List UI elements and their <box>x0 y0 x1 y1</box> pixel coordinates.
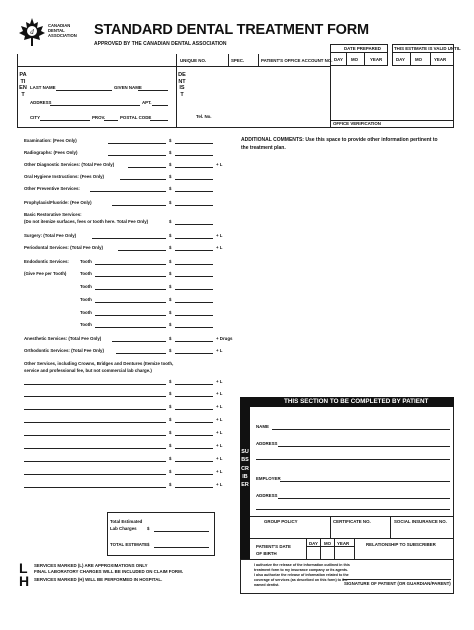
svg-text:d: d <box>30 28 34 36</box>
currency-sign: $ <box>147 542 150 547</box>
signature-field[interactable] <box>343 570 451 578</box>
dob-label: PATIENT'S DATE <box>256 544 291 549</box>
service-oral-hygiene-label: Oral Hygiene Instructions: (Fees Only) <box>24 174 105 179</box>
patient-section-title: THIS SECTION TO BE COMPLETED BY PATIENT <box>284 398 429 405</box>
lab-suffix: + L <box>216 379 223 384</box>
estimated-lab-sub-label: Lab Charges <box>110 526 137 531</box>
legend-l-letter: L <box>19 560 28 576</box>
certificate-no-label: CERTIFICATE NO. <box>333 519 371 524</box>
currency-sign: $ <box>169 297 172 302</box>
currency-sign: $ <box>169 404 172 409</box>
currency-sign: $ <box>169 482 172 487</box>
relationship-label: RELATIONSHIP TO SUBSCRIBER <box>366 542 436 547</box>
account-no-label: PATIENT'S OFFICE ACCOUNT NO. <box>261 58 333 63</box>
form-subtitle: APPROVED BY THE CANADIAN DENTAL ASSOCIATION <box>94 41 227 47</box>
valid-mo-label: MO <box>415 57 423 62</box>
dob-year-label: YEAR <box>337 541 350 546</box>
auth-text-3: I also authorize the release of information related to the <box>254 573 349 577</box>
lab-suffix: + L <box>216 417 223 422</box>
logo-text: CANADIAN DENTAL ASSOCIATION <box>48 23 77 38</box>
currency-sign: $ <box>169 138 172 143</box>
lab-suffix: + L <box>216 404 223 409</box>
lab-suffix: + L <box>216 162 223 167</box>
subscriber-side-label: SUBSCRIBER <box>241 449 249 489</box>
currency-sign: $ <box>169 271 172 276</box>
currency-sign: $ <box>169 310 172 315</box>
tel-no-label: Tel. No. <box>196 114 212 119</box>
tooth-label: Tooth <box>80 259 92 264</box>
last-name-label: LAST NAME <box>30 85 56 90</box>
signature-label: SIGNATURE OF PATIENT (OR GUARDIAN/PARENT) <box>344 581 451 586</box>
service-anesthetic-label: Anesthetic Services: (Total Fee Only) <box>24 336 102 341</box>
lab-suffix: + L <box>216 348 223 353</box>
subscriber-address-label: ADDRESS <box>256 441 278 446</box>
currency-sign: $ <box>147 526 150 531</box>
service-other-diagnostic-label: Other Diagnostic Services: (Total Fee Only) <box>24 162 115 167</box>
employer-address-label: ADDRESS <box>256 493 278 498</box>
prepared-day-label: DAY <box>334 57 343 62</box>
currency-sign: $ <box>169 162 172 167</box>
comments-label: ADDITIONAL COMMENTS: Use this space to provide other information pertinent to <box>241 137 438 143</box>
currency-sign: $ <box>169 417 172 422</box>
cda-logo <box>18 17 78 49</box>
legend-l-line1: SERVICES MARKED (L) ARE APPROXIMATIONS ONLY <box>34 563 148 568</box>
legend-h-line: SERVICES MARKED (H) WILL BE PERFORMED IN HOSPITAL. <box>34 577 163 582</box>
currency-sign: $ <box>169 200 172 205</box>
currency-sign: $ <box>169 469 172 474</box>
service-radiographs-label: Radiographs: (Fees Only) <box>24 150 78 155</box>
group-policy-field[interactable] <box>252 527 328 536</box>
currency-sign: $ <box>169 336 172 341</box>
currency-sign: $ <box>169 150 172 155</box>
currency-sign: $ <box>169 456 172 461</box>
city-label: CITY <box>30 115 41 120</box>
subscriber-name-label: NAME <box>256 424 269 429</box>
currency-sign: $ <box>169 284 172 289</box>
service-endodontic-label: Endodontic Services: <box>24 259 69 264</box>
legend-h-letter: H <box>19 573 30 589</box>
currency-sign: $ <box>169 245 172 250</box>
currency-sign: $ <box>169 391 172 396</box>
currency-sign: $ <box>169 233 172 238</box>
service-surgery-label: Surgery: (Total Fee Only) <box>24 233 77 238</box>
currency-sign: $ <box>169 259 172 264</box>
comments-field[interactable] <box>241 155 454 385</box>
sin-field[interactable] <box>392 527 452 536</box>
tooth-label: Tooth <box>80 310 92 315</box>
relationship-field[interactable] <box>358 550 452 558</box>
lab-suffix: + L <box>216 391 223 396</box>
service-endodontic-note: (Give Fee per Tooth) <box>24 271 67 276</box>
date-prepared-label: DATE PREPARED <box>344 46 381 51</box>
lab-suffix: + L <box>216 469 223 474</box>
tooth-label: Tooth <box>80 322 92 327</box>
tooth-label: Tooth <box>80 284 92 289</box>
auth-text-5: named dentist. <box>254 583 280 587</box>
group-policy-label: GROUP POLICY <box>264 519 298 524</box>
lab-suffix: + L <box>216 443 223 448</box>
auth-text-2: treatment form to my insurance company or its agents. <box>254 568 349 572</box>
currency-sign: $ <box>169 186 172 191</box>
certificate-no-field[interactable] <box>332 527 388 536</box>
lab-suffix: + L <box>216 430 223 435</box>
unique-no-label: UNIQUE NO. <box>180 58 207 63</box>
currency-sign: $ <box>169 322 172 327</box>
service-orthodontic-label: Orthodontic Services: (Total Fee Only) <box>24 348 104 353</box>
service-examination-label: Examination: (Fees Only) <box>24 138 77 143</box>
tooth-label: Tooth <box>80 271 92 276</box>
auth-text-4: coverage of services (as described on this form) to the <box>254 578 348 582</box>
dob-day-label: DAY <box>309 541 318 546</box>
maple-leaf-icon <box>18 17 46 47</box>
valid-year-label: YEAR <box>434 57 447 62</box>
drugs-suffix: + Drugs <box>216 336 233 341</box>
total-estimate-label: TOTAL ESTIMATE <box>110 542 148 547</box>
prepared-mo-label: MO <box>351 57 359 62</box>
auth-text-1: I authorize the release of the information outlined in this <box>254 563 350 567</box>
comments-note: the treatment plan. <box>241 145 286 151</box>
spec-label: SPEC. <box>231 58 245 63</box>
currency-sign: $ <box>169 443 172 448</box>
estimate-valid-label: THIS ESTIMATE IS VALID UNTIL <box>394 46 461 51</box>
currency-sign: $ <box>169 219 172 224</box>
dob-mo-label: MO <box>324 541 332 546</box>
postal-code-label: POSTAL CODE <box>120 115 152 120</box>
currency-sign: $ <box>169 348 172 353</box>
currency-sign: $ <box>169 430 172 435</box>
service-periodontal-label: Periodontal Services: (Total Fee Only) <box>24 245 103 250</box>
service-restorative-label: Basic Restorative Services: <box>24 212 82 217</box>
legend-l-line2: FINAL LABORATORY CHARGES WILL BE INCLUDED ON CLAIM FORM. <box>34 569 183 574</box>
valid-day-label: DAY <box>396 57 405 62</box>
currency-sign: $ <box>169 174 172 179</box>
lab-suffix: + L <box>216 245 223 250</box>
office-verification-label: OFFICE VERIFICATION <box>333 121 381 126</box>
other-services-label: Other Services, including Crowns, Bridges and Dentures (Itemize tooth, <box>24 361 174 366</box>
service-restorative-note: (Do not itemize surfaces, fees or tooth here. Total Fee Only) <box>24 219 149 224</box>
apt-label: APT. <box>142 100 152 105</box>
service-preventive-label: Other Preventive Services: <box>24 186 80 191</box>
dob-sub-label: OF BIRTH <box>256 551 277 556</box>
lab-suffix: + L <box>216 482 223 487</box>
sin-label: SOCIAL INSURANCE NO. <box>394 519 447 524</box>
lab-suffix: + L <box>216 233 223 238</box>
employer-label: EMPLOYER <box>256 476 281 481</box>
patient-side-label: PATIENT <box>19 72 27 98</box>
other-services-note: service and professional fee, but not commercial lab charge.) <box>24 368 152 373</box>
estimated-lab-label: Total Estimated <box>110 519 143 524</box>
prepared-year-label: YEAR <box>370 57 383 62</box>
tooth-label: Tooth <box>80 297 92 302</box>
prov-label: PROV. <box>92 115 106 120</box>
currency-sign: $ <box>169 379 172 384</box>
service-prophylaxis-label: Prophylaxis/Fluoride: (Fee Only) <box>24 200 92 205</box>
dentist-side-label: DENTIST <box>178 72 186 98</box>
given-name-label: GIVEN NAME <box>114 85 142 90</box>
lab-suffix: + L <box>216 456 223 461</box>
address-label: ADDRESS <box>30 100 52 105</box>
form-title: STANDARD DENTAL TREATMENT FORM <box>94 22 369 38</box>
